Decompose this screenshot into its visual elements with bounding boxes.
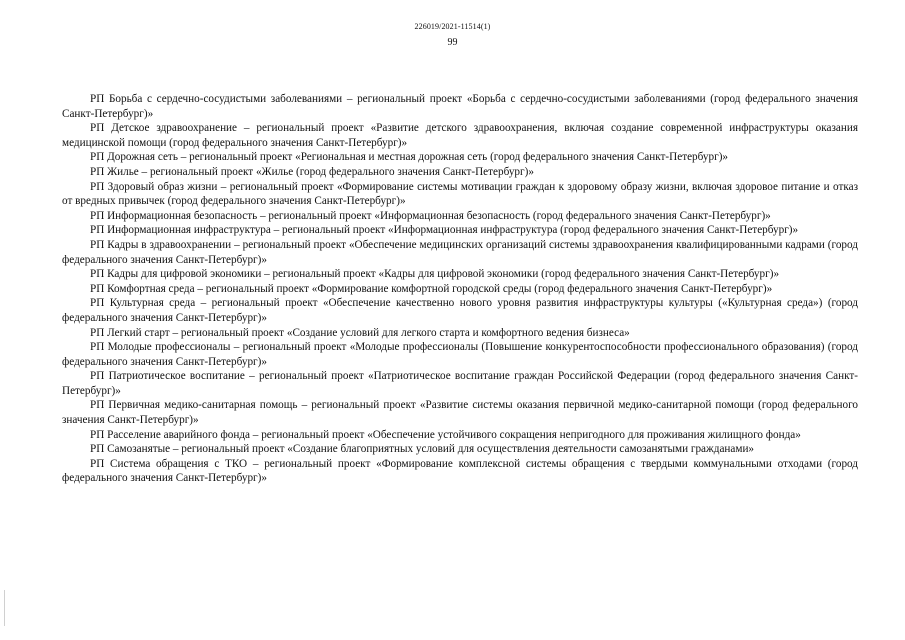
list-item: РП Первичная медико-санитарная помощь – региональный проект «Развитие системы оказания первичной медико-санитарной помощи (город федерального значения Санкт-Петербург)» bbox=[62, 399, 858, 427]
abbreviation-list bbox=[62, 92, 858, 486]
list-item: РП Дорожная сеть – региональный проект «Региональная и местная дорожная сеть (город федерального значения Санкт-Петербург)» bbox=[90, 151, 729, 164]
list-item: РП Расселение аварийного фонда – региональный проект «Обеспечение устойчивого сокращения непригодного для проживания жилищного фонда» bbox=[90, 428, 801, 441]
list-item: РП Жилье – региональный проект «Жилье (город федерального значения Санкт-Петербург)» bbox=[90, 165, 534, 178]
scan-margin-mark bbox=[4, 590, 5, 626]
list-item: РП Здоровый образ жизни – региональный проект «Формирование системы мотивации граждан к здоровому образу жизни, включая здоровое питание и отказ от вредных привычек (город федерального значения Санкт-Петербург)» bbox=[62, 180, 858, 208]
list-item: РП Система обращения с ТКО – региональный проект «Формирование комплексной системы обращения с твердыми коммунальными отходами (город федерального значения Санкт-Петербург)» bbox=[62, 457, 858, 485]
list-item: РП Самозанятые – региональный проект «Создание благоприятных условий для осуществления деятельности самозанятыми гражданами» bbox=[90, 443, 755, 456]
list-item: РП Комфортная среда – региональный проект «Формирование комфортной городской среды (город федерального значения Санкт-Петербург)» bbox=[90, 282, 773, 295]
list-item: РП Молодые профессионалы – региональный проект «Молодые профессионалы (Повышение конкурентоспособности профессионального образования) (город федерального значения Санкт-Петербург)» bbox=[62, 341, 858, 368]
list-item: РП Патриотическое воспитание – региональный проект «Патриотическое воспитание граждан Российской Федерации (город федерального значения Санкт-Петербург)» bbox=[62, 370, 858, 397]
list-item: РП Кадры в здравоохранении – региональный проект «Обеспечение медицинских организаций системы здравоохранения квалифицированными кадрами (город федерального значения Санкт-Петербург)» bbox=[62, 238, 858, 266]
list-item: РП Информационная инфраструктура – региональный проект «Информационная инфраструктура (город федерального значения Санкт-Петербург)» bbox=[90, 224, 799, 237]
list-item: РП Детское здравоохранение – региональный проект «Развитие детского здравоохранения, включая создание современной инфраструктуры оказания медицинской помощи (город федерального значения Санкт-Петербург)» bbox=[62, 122, 858, 149]
list-item: РП Борьба с сердечно-сосудистыми заболеваниями – региональный проект «Борьба с сердечно-сосудистыми заболеваниями (город федерального значения Санкт-Петербург)» bbox=[62, 93, 858, 120]
list-item: РП Информационная безопасность – региональный проект «Информационная безопасность (город федерального значения Санкт-Петербург)» bbox=[90, 209, 771, 222]
list-item: РП Культурная среда – региональный проект «Обеспечение качественно нового уровня развития инфраструктуры культуры («Культурная среда») (город федерального значения Санкт-Петербург)» bbox=[62, 297, 858, 324]
list-item: РП Легкий старт – региональный проект «Создание условий для легкого старта и комфортного ведения бизнеса» bbox=[90, 326, 630, 339]
page-number: 99 bbox=[447, 37, 458, 48]
document-number: 226019/2021-11514(1) bbox=[414, 22, 491, 31]
list-item: РП Кадры для цифровой экономики – региональный проект «Кадры для цифровой экономики (город федерального значения Санкт-Петербург)» bbox=[90, 268, 780, 281]
